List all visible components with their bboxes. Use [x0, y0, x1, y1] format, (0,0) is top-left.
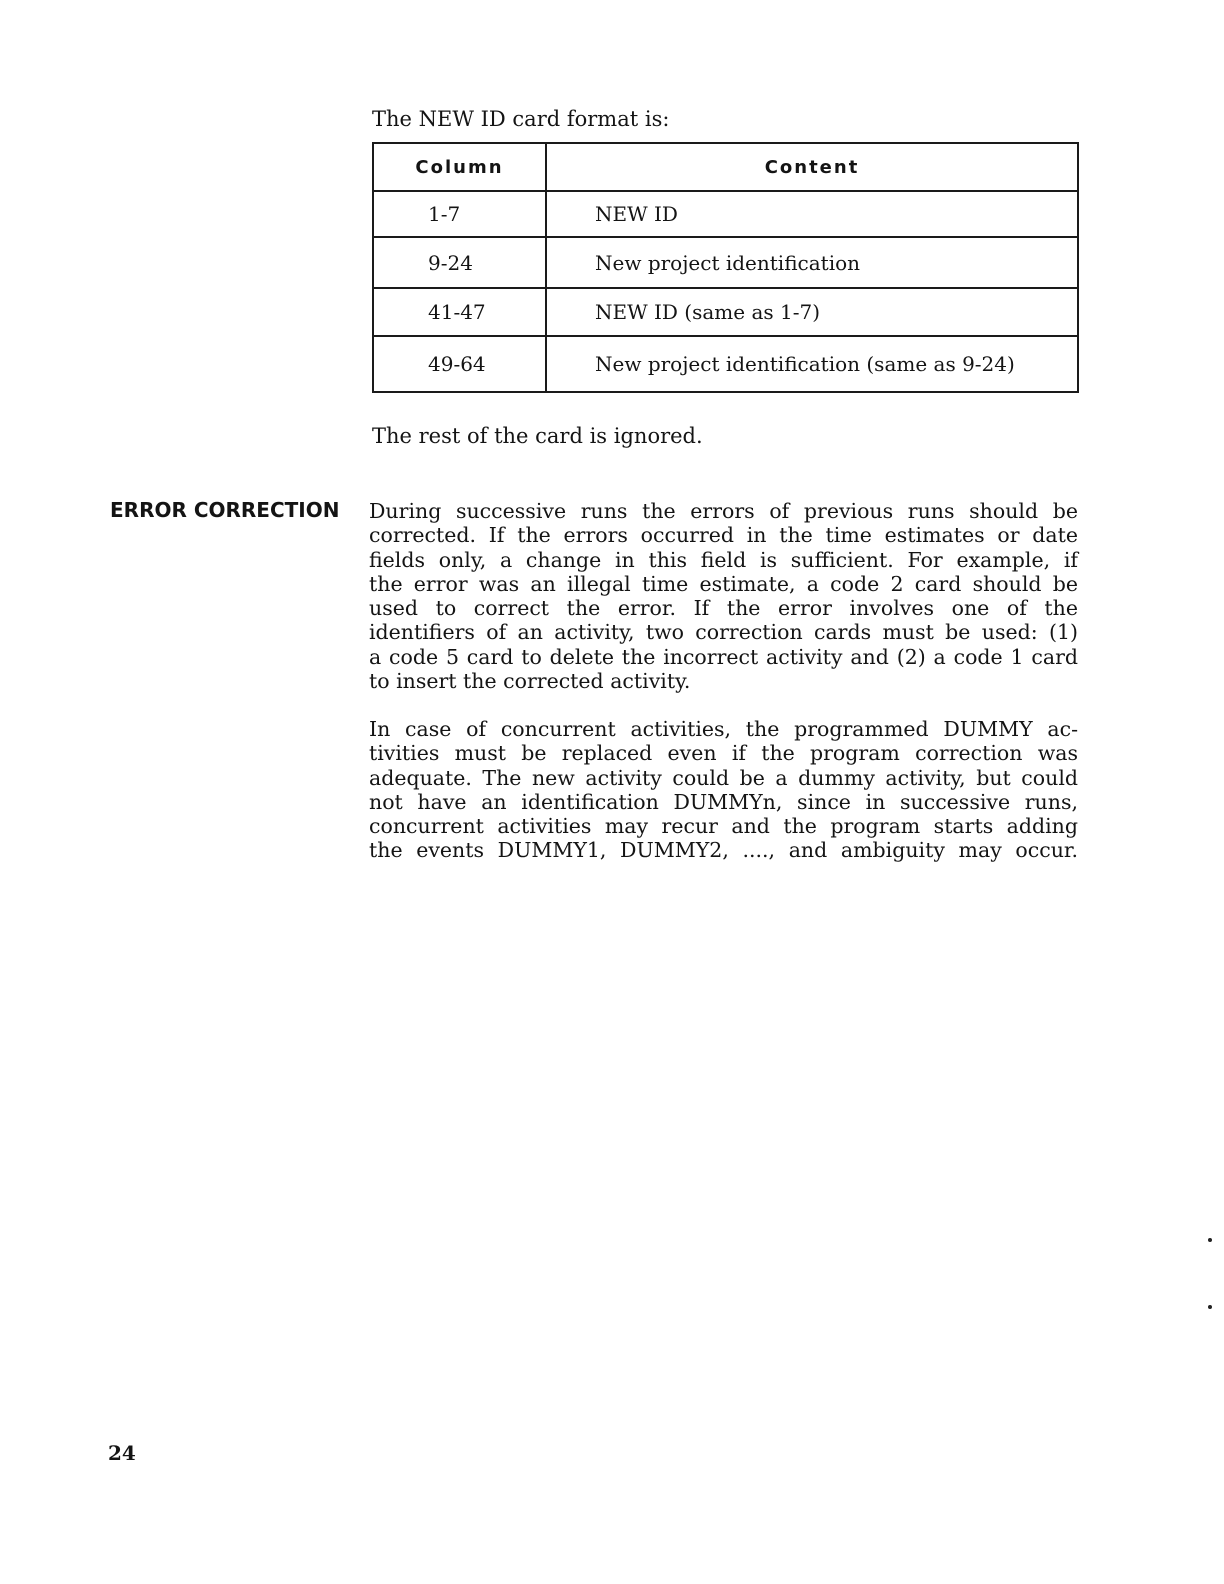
paragraph-line: a code 5 card to delete the incorrect activity and (2) a code 1 card	[369, 644, 1078, 669]
paragraph-line: identifiers of an activity, two correction cards must be used: (1)	[369, 620, 1078, 645]
table-row	[373, 288, 1078, 336]
card-format-table	[372, 142, 1079, 393]
paragraph-concurrent-activities	[369, 717, 1078, 863]
paragraph-line: fields only, a change in this field is sufficient. For example, if	[369, 547, 1078, 572]
scan-speck	[1208, 1305, 1212, 1309]
paragraph-line: In case of concurrent activities, the programmed DUMMY ac-	[369, 717, 1078, 741]
content-header: Content	[546, 143, 1078, 191]
column-cell: 49-64	[373, 336, 546, 392]
paragraph-line: tivities must be replaced even if the program correction was	[369, 741, 1078, 766]
content-cell: New project identification	[546, 237, 1078, 288]
paragraph-error-correction	[369, 499, 1078, 693]
paragraph-line: to insert the corrected activity.	[369, 669, 691, 694]
table-row	[373, 191, 1078, 237]
paragraph-line: not have an identification DUMMYn, since in successive runs,	[369, 789, 1078, 814]
paragraph-line: concurrent activities may recur and the program starts adding	[369, 814, 1078, 839]
paragraph-line: used to correct the error. If the error involves one of the	[369, 596, 1078, 621]
scan-speck	[1208, 1238, 1212, 1242]
paragraph-line: During successive runs the errors of previous runs should be	[369, 499, 1078, 523]
column-cell: 1-7	[373, 191, 546, 237]
paragraph-line: corrected. If the errors occurred in the time estimates or date	[369, 523, 1078, 548]
paragraph-line: adequate. The new activity could be a dummy activity, but could	[369, 765, 1078, 790]
column-cell: 9-24	[373, 237, 546, 288]
content-cell: NEW ID (same as 1-7)	[546, 288, 1078, 336]
table-row	[373, 336, 1078, 392]
page-number: 24	[108, 1441, 136, 1465]
column-cell: 41-47	[373, 288, 546, 336]
content-cell: New project identification (same as 9-24)	[546, 336, 1078, 392]
content-cell: NEW ID	[546, 191, 1078, 237]
card-ignored-note: The rest of the card is ignored.	[372, 424, 703, 448]
section-heading: ERROR CORRECTION	[110, 498, 340, 522]
table-header-row	[373, 143, 1078, 191]
table-row	[373, 237, 1078, 288]
paragraph-line: the events DUMMY1, DUMMY2, ...., and ambiguity may occur.	[369, 838, 1078, 863]
column-header: Column	[373, 143, 546, 191]
paragraph-line: the error was an illegal time estimate, a code 2 card should be	[369, 571, 1078, 596]
intro-text: The NEW ID card format is:	[372, 107, 670, 131]
